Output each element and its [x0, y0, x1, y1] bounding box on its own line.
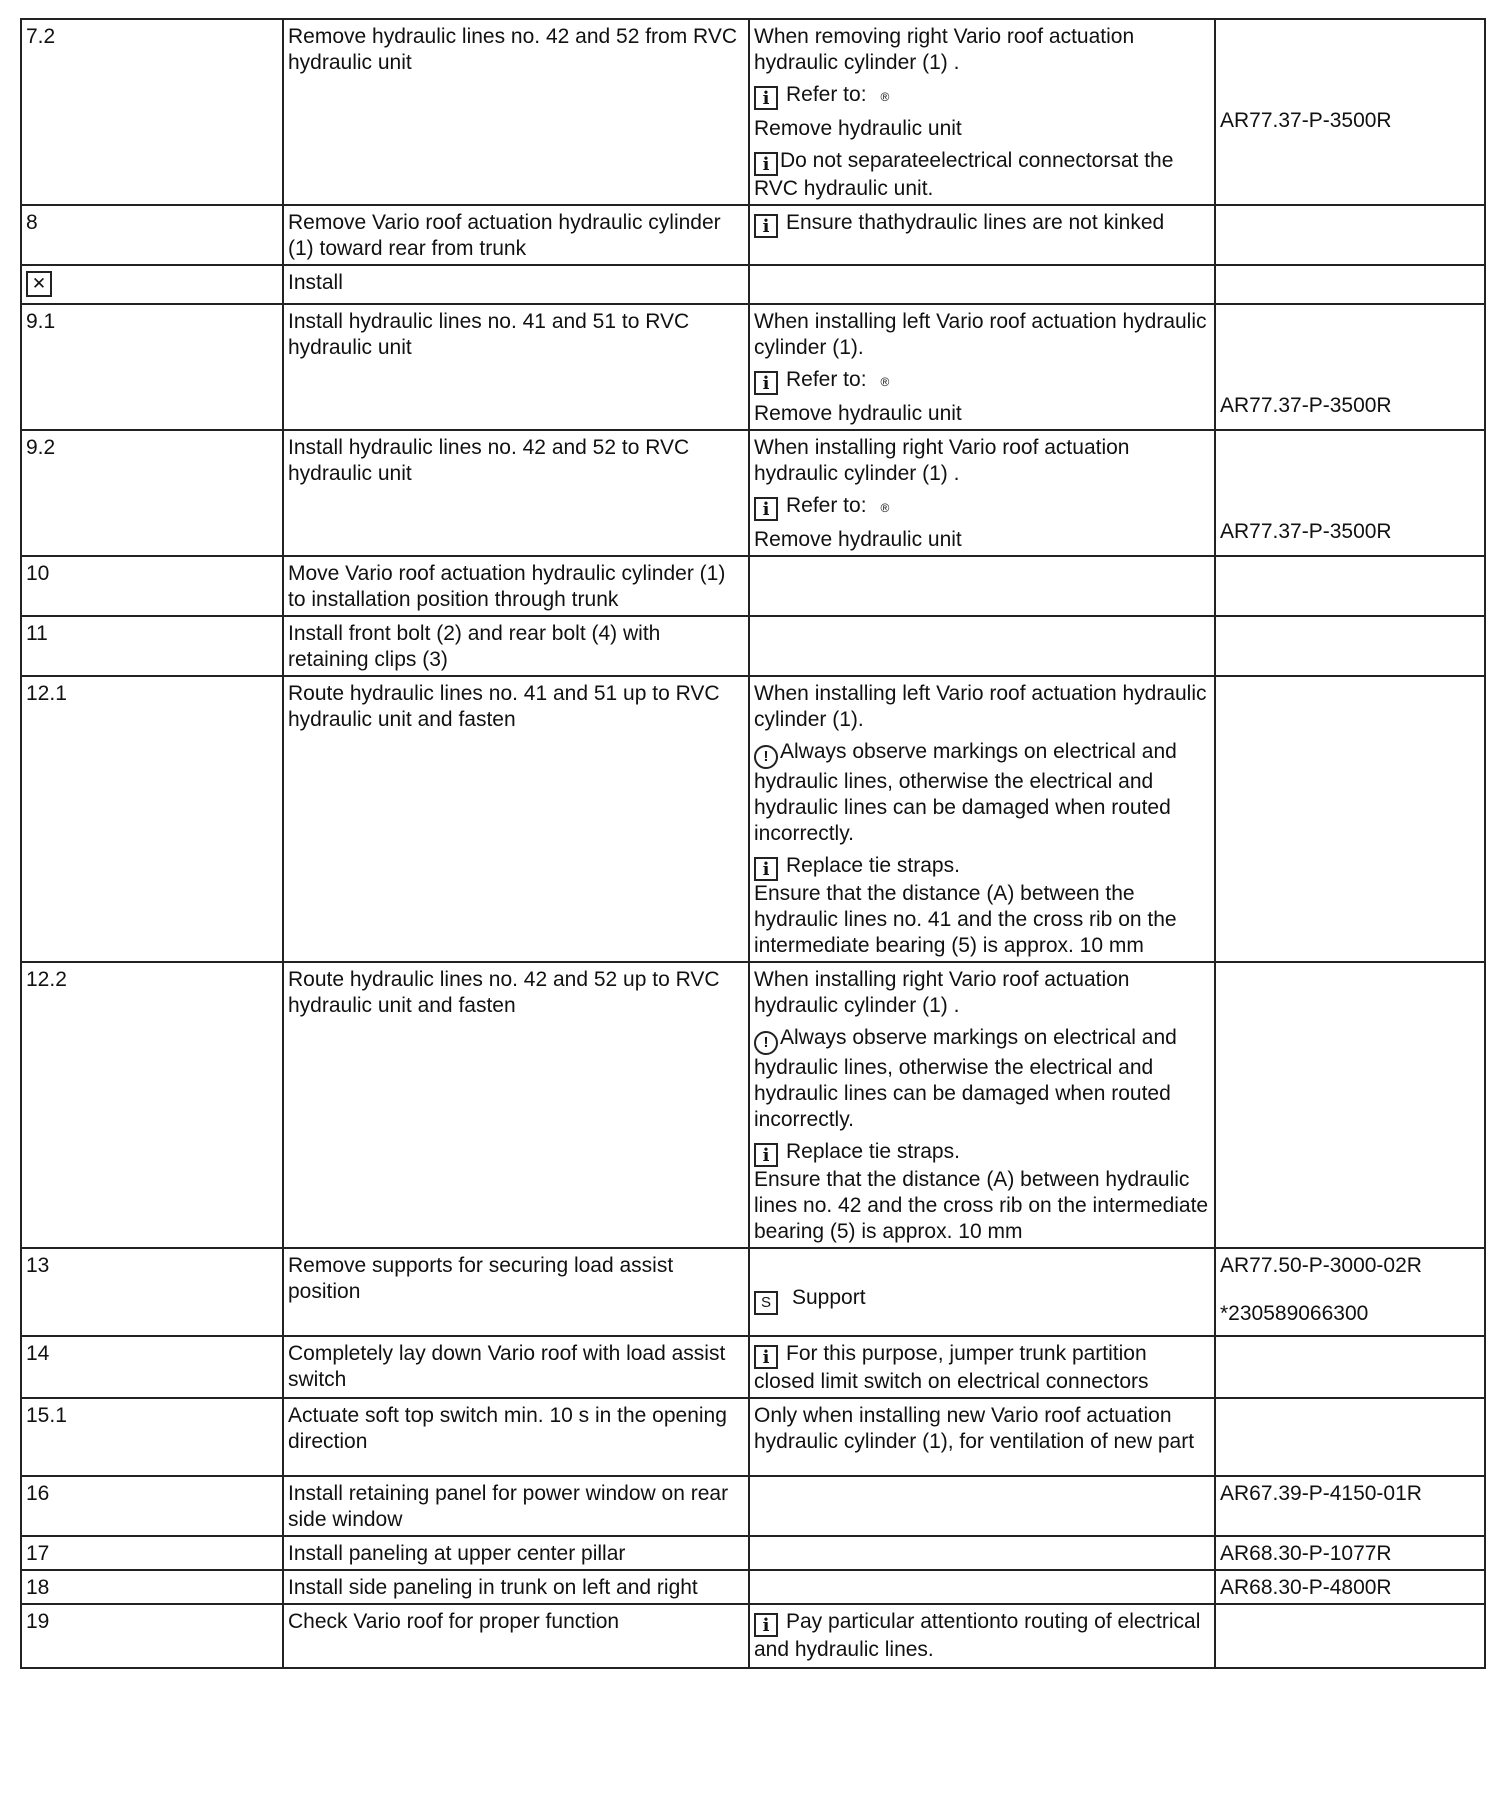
reference-cell: [1215, 1336, 1485, 1398]
step-number: 19: [26, 1610, 50, 1633]
warning-icon: !: [754, 1031, 778, 1055]
reference-spacer: [1220, 1279, 1480, 1301]
note-line: [754, 1167, 1210, 1245]
step-number: 17: [26, 1542, 50, 1565]
note-text: Refer to:: [786, 368, 867, 391]
reference-link-icon[interactable]: ®: [880, 375, 890, 389]
note-text: Pay particular attentionto routing of electrical and hydraulic lines.: [754, 1610, 1201, 1661]
step-number-cell: [21, 556, 283, 616]
reference-link[interactable]: AR77.37-P-3500R: [1220, 109, 1392, 132]
step-number: 14: [26, 1342, 50, 1365]
action-text: Install hydraulic lines no. 41 and 51 to RVC hydraulic unit: [288, 310, 690, 359]
action-cell: [283, 1248, 749, 1336]
step-number-cell: [21, 1536, 283, 1570]
action-text: Route hydraulic lines no. 42 and 52 up to RVC hydraulic unit and fasten: [288, 968, 720, 1017]
info-icon: i: [754, 1345, 778, 1369]
notes-cell: [749, 19, 1215, 205]
table-row: [21, 676, 1485, 962]
reference-cell: [1215, 962, 1485, 1248]
notes-cell: [749, 1336, 1215, 1398]
note-text: When installing left Vario roof actuation hydraulic cylinder (1).: [754, 682, 1207, 731]
note-line: [754, 1403, 1210, 1455]
reference-cell: [1215, 1604, 1485, 1668]
note-line: [754, 435, 1210, 487]
reference-link-icon[interactable]: ®: [880, 501, 890, 515]
table-row: [21, 1570, 1485, 1604]
procedure-table-body: [21, 19, 1485, 1668]
step-number: 9.2: [26, 436, 56, 459]
table-row: [21, 265, 1485, 304]
note-line: [754, 24, 1210, 76]
warning-icon: !: [754, 745, 778, 769]
step-number: 9.1: [26, 310, 56, 333]
note-line: [754, 853, 1210, 881]
action-cell: [283, 962, 749, 1248]
reference-cell: [1215, 430, 1485, 556]
action-text: Move Vario roof actuation hydraulic cylinder (1) to installation position through trunk: [288, 562, 726, 611]
note-line: [754, 1139, 1210, 1167]
notes-cell: [749, 616, 1215, 676]
notes-cell: [749, 1570, 1215, 1604]
note-line: [754, 210, 1210, 238]
action-cell: [283, 1604, 749, 1668]
step-number: 7.2: [26, 25, 56, 48]
info-icon: i: [754, 497, 778, 521]
info-icon: i: [754, 371, 778, 395]
notes-cell: [749, 1476, 1215, 1536]
action-text: Remove Vario roof actuation hydraulic cylinder (1) toward rear from trunk: [288, 211, 721, 260]
action-text: Install side paneling in trunk on left and right: [288, 1576, 698, 1599]
note-line: [754, 82, 1210, 110]
reference-link[interactable]: AR77.37-P-3500R: [1220, 394, 1392, 417]
step-number-cell: [21, 205, 283, 265]
step-number-cell: [21, 430, 283, 556]
note-line: [754, 493, 1210, 521]
step-number: 10: [26, 562, 50, 585]
action-cell: [283, 676, 749, 962]
reference-cell: [1215, 1248, 1485, 1336]
reference-link[interactable]: AR77.50-P-3000-02R: [1220, 1254, 1422, 1277]
reference-cell: [1215, 1398, 1485, 1476]
step-number: 11: [26, 622, 48, 645]
note-text: Support: [792, 1286, 866, 1309]
step-number: 12.2: [26, 968, 67, 991]
action-cell: [283, 19, 749, 205]
step-number-cell: [21, 1476, 283, 1536]
info-icon: i: [754, 214, 778, 238]
action-text: Completely lay down Vario roof with load assist switch: [288, 1342, 726, 1391]
note-text: Ensure that the distance (A) between the hydraulic lines no. 41 and the cross rib on the intermediate bearing (5) is approx. 10 mm: [754, 882, 1177, 957]
note-text: Replace tie straps.: [786, 1140, 960, 1163]
note-line: [754, 881, 1210, 959]
table-row: [21, 19, 1485, 205]
info-icon: i: [754, 1143, 778, 1167]
reference-cell: [1215, 205, 1485, 265]
step-number-cell: [21, 1336, 283, 1398]
action-text: Install front bolt (2) and rear bolt (4) with retaining clips (3): [288, 622, 661, 671]
notes-cell: [749, 962, 1215, 1248]
step-number: 13: [26, 1254, 50, 1277]
notes-cell: [749, 304, 1215, 430]
table-row: [21, 205, 1485, 265]
reference-cell: [1215, 1536, 1485, 1570]
step-number-cell: [21, 265, 283, 304]
note-line: [754, 116, 1210, 142]
reference-link[interactable]: AR68.30-P-4800R: [1220, 1576, 1392, 1599]
reference-cell: [1215, 265, 1485, 304]
action-text: Route hydraulic lines no. 41 and 51 up to RVC hydraulic unit and fasten: [288, 682, 720, 731]
table-row: [21, 556, 1485, 616]
table-row: [21, 1336, 1485, 1398]
reference-link[interactable]: *230589066300: [1220, 1302, 1369, 1325]
note-text: Refer to:: [786, 83, 867, 106]
table-row: [21, 1248, 1485, 1336]
reference-cell: [1215, 304, 1485, 430]
reference-link[interactable]: AR68.30-P-1077R: [1220, 1542, 1392, 1565]
step-number-cell: [21, 962, 283, 1248]
note-text: For this purpose, jumper trunk partition closed limit switch on electrical connectors: [754, 1342, 1149, 1393]
action-cell: [283, 1536, 749, 1570]
note-line: [754, 1253, 1210, 1279]
action-cell: [283, 1398, 749, 1476]
notes-cell: [749, 1248, 1215, 1336]
special-tool-icon: S: [754, 1291, 778, 1315]
action-text: Remove hydraulic lines no. 42 and 52 from RVC hydraulic unit: [288, 25, 738, 74]
action-text: Install retaining panel for power window on rear side window: [288, 1482, 729, 1531]
step-number-cell: [21, 1604, 283, 1668]
step-number: 8: [26, 211, 38, 234]
reference-cell: [1215, 1476, 1485, 1536]
note-text: When installing right Vario roof actuation hydraulic cylinder (1) .: [754, 436, 1130, 485]
action-cell: [283, 304, 749, 430]
table-row: [21, 962, 1485, 1248]
reference-cell: [1215, 556, 1485, 616]
step-number: 12.1: [26, 682, 67, 705]
action-cell: [283, 205, 749, 265]
note-text: When installing left Vario roof actuation hydraulic cylinder (1).: [754, 310, 1207, 359]
procedure-table: [20, 18, 1486, 1669]
note-text: Always observe markings on electrical and hydraulic lines, otherwise the electrical and hydraulic lines can be damaged when routed incorrectly.: [754, 1026, 1177, 1131]
note-text: Remove hydraulic unit: [754, 528, 962, 551]
note-line: [754, 1609, 1210, 1663]
info-icon: i: [754, 152, 778, 176]
step-number-cell: [21, 1570, 283, 1604]
reference-link[interactable]: AR67.39-P-4150-01R: [1220, 1482, 1422, 1505]
reference-cell: [1215, 19, 1485, 205]
step-number-cell: [21, 1398, 283, 1476]
table-row: [21, 616, 1485, 676]
note-text: Ensure that the distance (A) between hydraulic lines no. 42 and the cross rib on the intermediate bearing (5) is approx. 10 mm: [754, 1168, 1209, 1243]
notes-cell: [749, 205, 1215, 265]
reference-cell: [1215, 1570, 1485, 1604]
step-number-cell: [21, 616, 283, 676]
install-step-icon: ✕: [26, 271, 52, 297]
note-line: [754, 739, 1210, 847]
notes-cell: [749, 1604, 1215, 1668]
table-row: [21, 1536, 1485, 1570]
action-text: Check Vario roof for proper function: [288, 1610, 620, 1633]
notes-cell: [749, 556, 1215, 616]
action-text: Install: [288, 271, 343, 294]
step-number: 15.1: [26, 1404, 67, 1427]
note-line: [754, 367, 1210, 395]
info-icon: i: [754, 1613, 778, 1637]
table-row: [21, 304, 1485, 430]
note-line: [754, 681, 1210, 733]
action-cell: [283, 556, 749, 616]
action-cell: [283, 616, 749, 676]
action-cell: [283, 1336, 749, 1398]
table-row: [21, 1398, 1485, 1476]
action-cell: [283, 430, 749, 556]
info-icon: i: [754, 86, 778, 110]
note-text: Remove hydraulic unit: [754, 117, 962, 140]
table-row: [21, 1476, 1485, 1536]
notes-cell: [749, 265, 1215, 304]
note-text: Ensure thathydraulic lines are not kinked: [786, 211, 1165, 234]
note-text: Always observe markings on electrical and hydraulic lines, otherwise the electrical and hydraulic lines can be damaged when routed incorrectly.: [754, 740, 1177, 845]
action-text: Install paneling at upper center pillar: [288, 1542, 626, 1565]
info-icon: i: [754, 857, 778, 881]
note-text: Do not separateelectrical connectorsat the RVC hydraulic unit.: [754, 149, 1174, 200]
note-text: When installing right Vario roof actuation hydraulic cylinder (1) .: [754, 968, 1130, 1017]
note-text: Refer to:: [786, 494, 867, 517]
step-number-cell: [21, 304, 283, 430]
step-number-cell: [21, 1248, 283, 1336]
action-cell: [283, 265, 749, 304]
note-line: [754, 148, 1210, 202]
notes-cell: [749, 1536, 1215, 1570]
note-text: Replace tie straps.: [786, 854, 960, 877]
reference-cell: [1215, 676, 1485, 962]
step-number: 18: [26, 1576, 50, 1599]
reference-cell: [1215, 616, 1485, 676]
note-line: [754, 1285, 1210, 1315]
step-number-cell: [21, 676, 283, 962]
action-text: Install hydraulic lines no. 42 and 52 to RVC hydraulic unit: [288, 436, 690, 485]
table-row: [21, 430, 1485, 556]
note-line: [754, 967, 1210, 1019]
notes-cell: [749, 430, 1215, 556]
reference-link-icon[interactable]: ®: [880, 90, 890, 104]
notes-cell: [749, 676, 1215, 962]
note-line: [754, 401, 1210, 427]
action-text: Actuate soft top switch min. 10 s in the opening direction: [288, 1404, 727, 1453]
action-cell: [283, 1476, 749, 1536]
note-text: Only when installing new Vario roof actuation hydraulic cylinder (1), for ventilation of new part: [754, 1404, 1195, 1453]
note-line: [754, 309, 1210, 361]
note-line: [754, 1025, 1210, 1133]
reference-link[interactable]: AR77.37-P-3500R: [1220, 520, 1392, 543]
step-number-cell: [21, 19, 283, 205]
note-line: [754, 527, 1210, 553]
note-text: When removing right Vario roof actuation hydraulic cylinder (1) .: [754, 25, 1135, 74]
table-row: [21, 1604, 1485, 1668]
note-text: Remove hydraulic unit: [754, 402, 962, 425]
action-cell: [283, 1570, 749, 1604]
action-text: Remove supports for securing load assist position: [288, 1254, 674, 1303]
notes-cell: [749, 1398, 1215, 1476]
step-number: 16: [26, 1482, 50, 1505]
note-line: [754, 1341, 1210, 1395]
